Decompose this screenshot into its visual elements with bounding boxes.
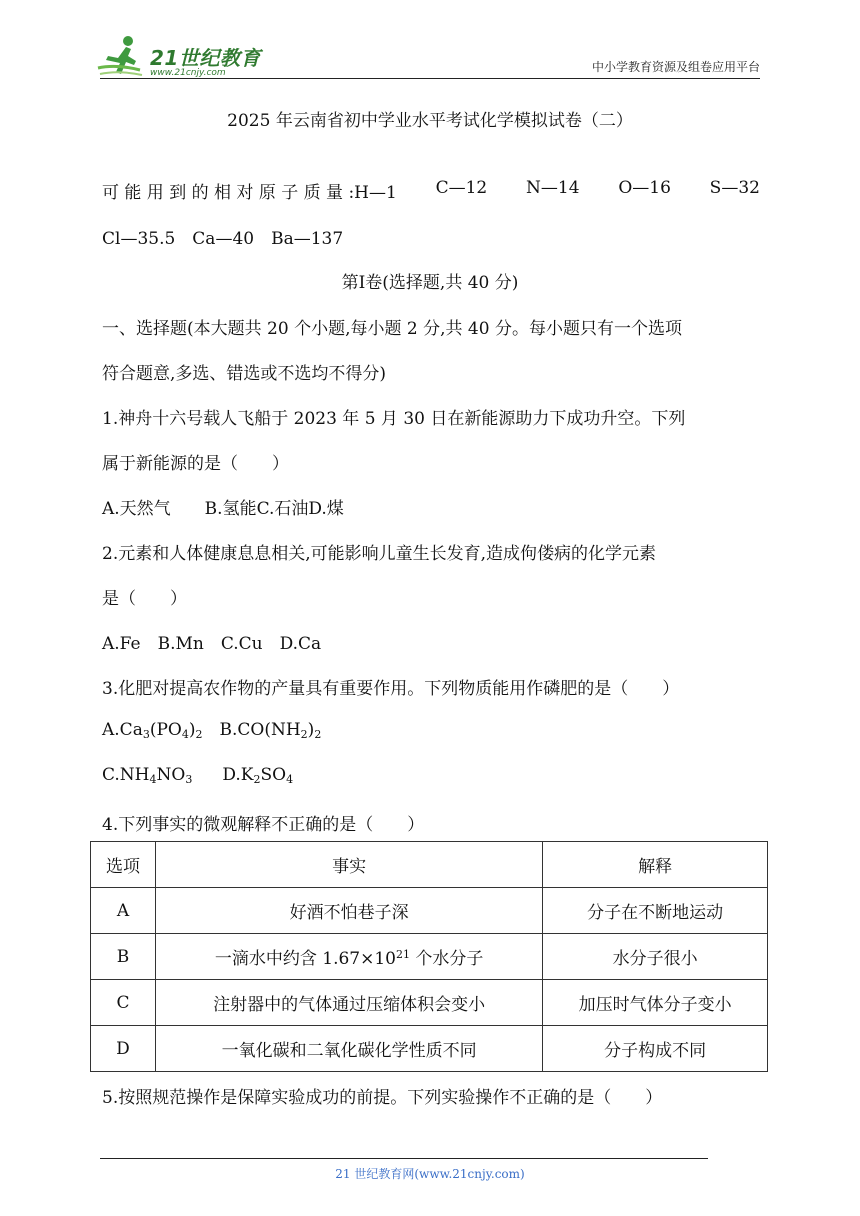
platform-label: 中小学教育资源及组卷应用平台 [591,60,760,74]
q3-option-a: $A.Ca_3(PO_4)_2$ [102,720,203,741]
table-header-cell: 解释 [543,842,768,888]
fact-cell: 一氧化碳和二氧化碳化学性质不同 [155,1026,542,1072]
q4-stem: 4.下列事实的微观解释不正确的是（ ） [102,815,425,835]
explanation-cell: 分子在不断地运动 [543,888,768,934]
option-cell: A [91,888,156,934]
q2-stem-line1: 2.元素和人体健康息息相关,可能影响儿童生长发育,造成佝偻病的化学元素 [102,544,657,564]
q1-options: A.天然气 B.氢能C.石油D.煤 [102,499,344,519]
q1-stem-line2: 属于新能源的是（ ） [102,454,289,474]
q3-options-line2 [102,765,293,785]
q3-option-d: $D.K_2SO_4$ [222,765,294,786]
atomic-mass-item: S—32 [709,178,760,198]
instructions-line1: 一、选择题(本大题共 20 个小题,每小题 2 分,共 40 分。每小题只有一个选项 [102,319,682,339]
runner-logo-icon [96,34,146,78]
q2-stem-line2: 是（ ） [102,589,187,609]
atomic-mass-item: N—14 [526,178,580,198]
option-cell: B [91,934,156,980]
q5-stem: 5.按照规范操作是保障实验成功的前提。下列实验操作不正确的是（ ） [102,1088,663,1108]
q3-options-line1 [102,720,321,740]
footer-divider [100,1158,708,1159]
logo-text: 21世纪教育 [150,46,261,70]
atomic-masses-line2: Cl—35.5 Ca—40 Ba—137 [102,229,344,249]
table-row [91,980,768,1026]
table-header-cell: 事实 [155,842,542,888]
page-header [96,30,760,78]
header-divider [100,78,760,79]
fact-cell: 好酒不怕巷子深 [155,888,542,934]
logo-url: www.21cnjy.com [150,68,226,78]
fact-cell: 一滴水中约含 $1.67\times 10^{21}$ 个水分子 [155,934,542,980]
q1-stem-line1: 1.神舟十六号载人飞船于 2023 年 5 月 30 日在新能源助力下成功升空。下列 [102,409,686,429]
table-row [91,934,768,980]
atomic-mass-item: C—12 [435,178,488,198]
table-row [91,1026,768,1072]
q3-option-b: $B.CO(NH_2)_2$ [219,720,322,741]
q3-option-c: $C.NH_4NO_3$ [102,765,193,786]
option-cell: D [91,1026,156,1072]
q3-stem: 3.化肥对提高农作物的产量具有重要作用。下列物质能用作磷肥的是（ ） [102,679,680,699]
instructions-line2: 符合题意,多选、错选或不选均不得分) [102,364,387,384]
section-title: 第Ⅰ卷(选择题,共 40 分) [341,273,519,293]
fact-cell: 注射器中的气体通过压缩体积会变小 [155,980,542,1026]
table-header-cell: 选项 [91,842,156,888]
option-cell: C [91,980,156,1026]
site-logo [96,34,261,78]
atomic-masses-line1 [102,178,760,203]
table-row [91,888,768,934]
atomic-mass-item: O—16 [618,178,671,198]
explanation-cell: 加压时气体分子变小 [543,980,768,1026]
explanation-cell: 分子构成不同 [543,1026,768,1072]
q4-table [90,841,768,1072]
table-header-row [91,842,768,888]
explanation-cell: 水分子很小 [543,934,768,980]
exam-title: 2025 年云南省初中学业水平考试化学模拟试卷（二） [227,111,633,131]
atomic-masses-prefix: 可 能 用 到 的 相 对 原 子 质 量 :H—1 [102,183,397,203]
footer-link[interactable]: 21 世纪教育网(www.21cnjy.com) [335,1167,525,1181]
q2-options: A.Fe B.Mn C.Cu D.Ca [102,634,322,654]
